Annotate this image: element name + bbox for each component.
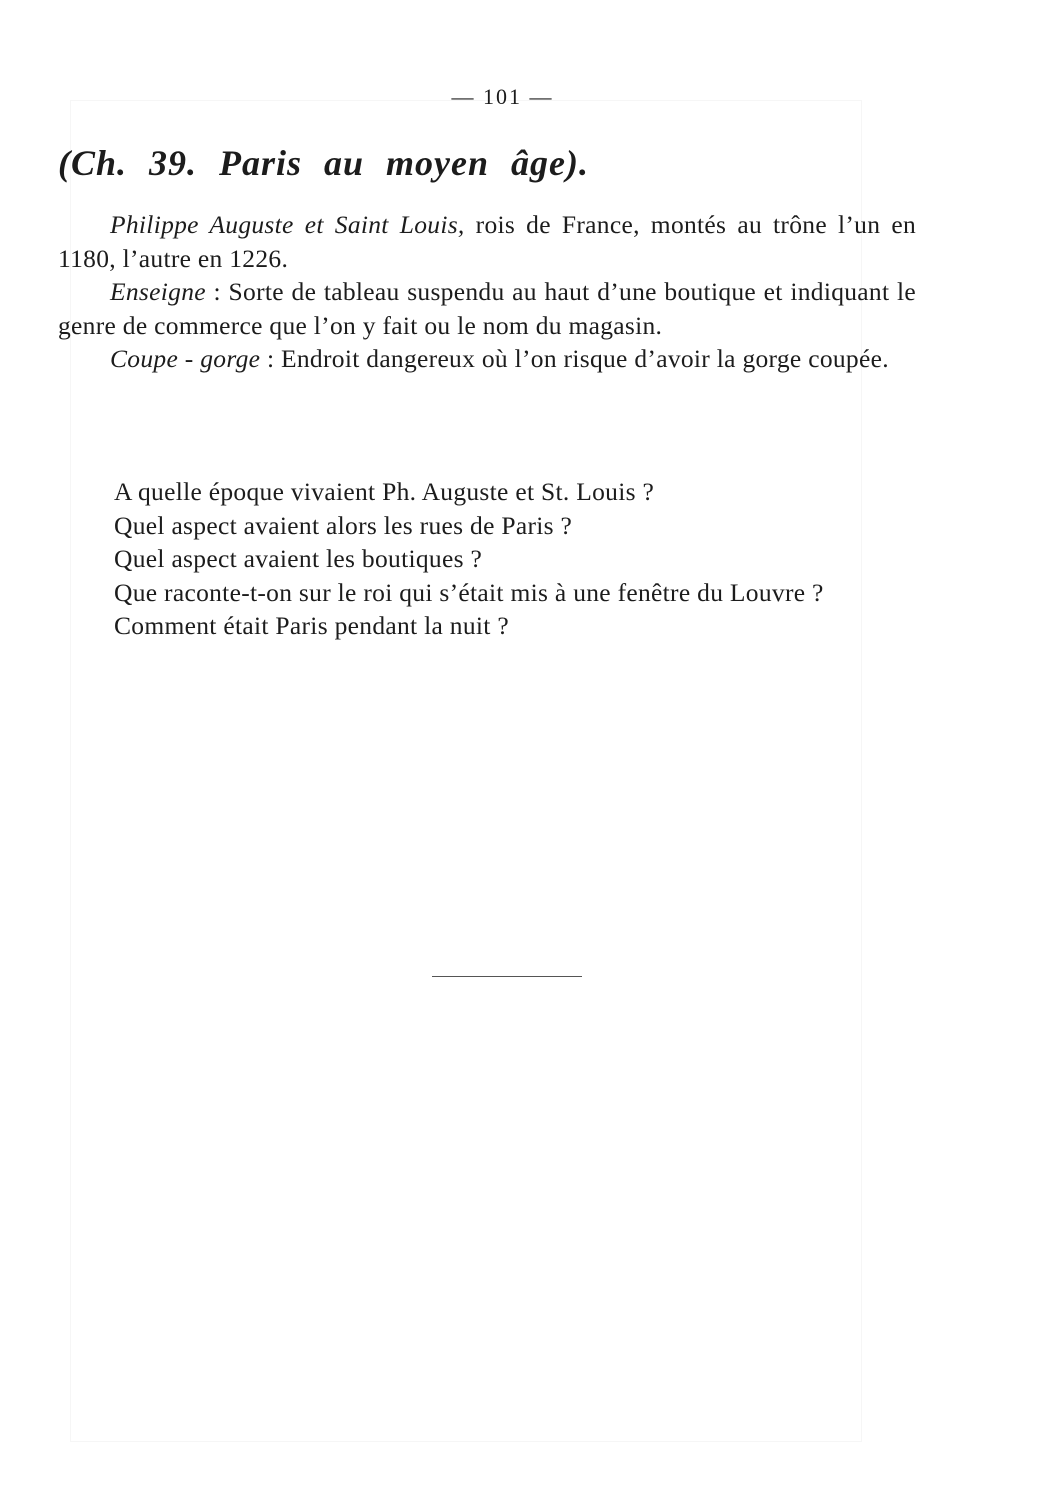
glossary-entry <box>58 342 916 376</box>
end-rule <box>432 976 582 977</box>
chapter-title: (Ch. 39. Paris au moyen âge). <box>58 143 590 183</box>
glossary-definition: : Endroit dangereux où l’on risque d’avoir la gorge coupée. <box>260 344 889 373</box>
glossary-term: Enseigne <box>110 277 206 306</box>
glossary-term: Philippe Auguste et Saint Louis, <box>110 210 465 239</box>
glossary-definition: rois de France, montés au trône l’un en 1180, l’autre en 1226. <box>58 210 917 273</box>
question: Quel aspect avaient alors les rues de Paris ? <box>114 510 573 540</box>
glossary-entry <box>58 208 916 275</box>
glossary <box>58 208 916 376</box>
page-number: — 101 — <box>451 84 554 109</box>
question: Que raconte-t-on sur le roi qui s’était mis à une fenêtre du Louvre ? <box>114 577 824 607</box>
glossary-entry <box>58 275 916 342</box>
question: A quelle époque vivaient Ph. Auguste et St. Louis ? <box>114 477 655 506</box>
question: Comment était Paris pendant la nuit ? <box>114 611 509 640</box>
glossary-term: Coupe - gorge <box>110 344 261 373</box>
question: Quel aspect avaient les boutiques ? <box>114 544 483 573</box>
glossary-definition: : Sorte de tableau suspendu au haut d’une boutique et indiquant le genre de commerce que l’on y fait ou le nom du magasin. <box>58 277 916 340</box>
questions-list <box>58 475 916 643</box>
